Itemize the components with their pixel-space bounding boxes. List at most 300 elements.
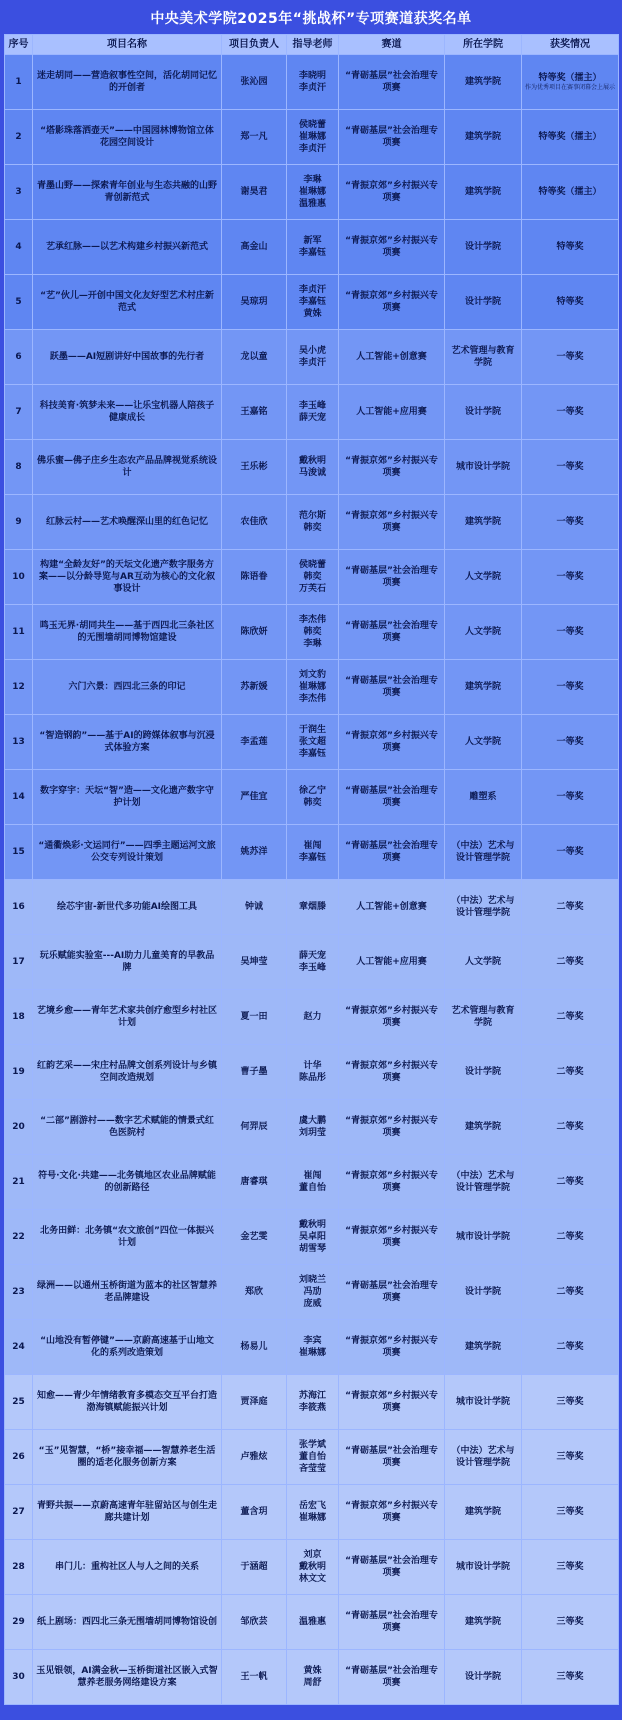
award-label: 一等奖 bbox=[556, 352, 584, 362]
award-label: 三等奖 bbox=[556, 1617, 584, 1627]
award-cell bbox=[522, 275, 619, 330]
advisor-name: 崔琳娜 bbox=[298, 1513, 326, 1523]
advisor-name: 周舒 bbox=[303, 1678, 322, 1688]
advisor-name: 黄姝 bbox=[303, 309, 322, 319]
advisor-name: 李嘉钰 bbox=[298, 749, 326, 759]
award-cell bbox=[522, 1265, 619, 1320]
track-cell: “青振京郊”乡村振兴专项赛 bbox=[339, 1100, 445, 1155]
award-cell bbox=[522, 660, 619, 715]
table-body bbox=[5, 55, 619, 1705]
award-label: 一等奖 bbox=[556, 407, 584, 417]
advisor-name: 李玉峰 bbox=[298, 401, 326, 411]
advisor-name: 刘京 bbox=[303, 1550, 322, 1560]
project-name-cell: “智造钢韵”——基于AI的跨媒体叙事与沉浸式体验方案 bbox=[33, 715, 222, 770]
row-number-cell: 25 bbox=[5, 1375, 33, 1430]
college-cell: 设计学院 bbox=[445, 1650, 522, 1705]
project-name-cell: “山地没有暂停键”——京蔚高速基于山地文化的系列改造策划 bbox=[33, 1320, 222, 1375]
award-cell bbox=[522, 495, 619, 550]
advisor-name: 李晓明 bbox=[298, 71, 326, 81]
advisor-cell bbox=[287, 385, 339, 440]
award-cell bbox=[522, 330, 619, 385]
project-name-cell: 红韵艺采——宋庄村品牌文创系列设计与乡镇空间改造规划 bbox=[33, 1045, 222, 1100]
table-row bbox=[5, 1265, 619, 1320]
award-label: 一等奖 bbox=[556, 627, 584, 637]
project-leader-cell: 吴坤莹 bbox=[222, 935, 287, 990]
advisor-cell bbox=[287, 1540, 339, 1595]
project-name-cell: 迷走胡同——营造叙事性空间，活化胡同记忆的开创者 bbox=[33, 55, 222, 110]
advisor-name: 计华 bbox=[303, 1061, 322, 1071]
advisor-cell bbox=[287, 1430, 339, 1485]
project-name-cell: 红脉云村——艺术唤醒深山里的红色记忆 bbox=[33, 495, 222, 550]
advisor-name: 陈品彤 bbox=[298, 1073, 326, 1083]
project-leader-cell: 姚苏洋 bbox=[222, 825, 287, 880]
table-row bbox=[5, 1100, 619, 1155]
advisor-name: 李杰伟 bbox=[298, 694, 326, 704]
award-cell bbox=[522, 935, 619, 990]
track-cell: “青振京郊”乡村振兴专项赛 bbox=[339, 495, 445, 550]
college-cell: 艺术管理与教育学院 bbox=[445, 330, 522, 385]
project-leader-cell: 邹欣芸 bbox=[222, 1595, 287, 1650]
project-name-cell: 绘芯宇宙-新世代多功能AI绘图工具 bbox=[33, 880, 222, 935]
track-cell: “青振京郊”乡村振兴专项赛 bbox=[339, 165, 445, 220]
row-number-cell: 10 bbox=[5, 550, 33, 605]
table-row bbox=[5, 550, 619, 605]
track-cell: “青振京郊”乡村振兴专项赛 bbox=[339, 1155, 445, 1210]
track-cell: “青砺基层”社会治理专项赛 bbox=[339, 660, 445, 715]
project-name-cell: 玉见银领，AI满金秋—玉桥街道社区嵌入式智慧养老服务网络建设方案 bbox=[33, 1650, 222, 1705]
award-cell bbox=[522, 1045, 619, 1100]
project-name-cell: 鸣玉无界·胡同共生——基于西四北三条社区的无围墙胡同博物馆建设 bbox=[33, 605, 222, 660]
advisor-cell bbox=[287, 825, 339, 880]
header-leader: 项目负责人 bbox=[222, 35, 287, 55]
table-row bbox=[5, 440, 619, 495]
college-cell: 设计学院 bbox=[445, 1045, 522, 1100]
project-name-cell: 知愈——青少年情绪教育多模态交互平台打造渤海镇赋能振兴计划 bbox=[33, 1375, 222, 1430]
project-name-cell: “塔影珠落洒壶天”——中国园林博物馆立体花园空间设计 bbox=[33, 110, 222, 165]
row-number-cell: 24 bbox=[5, 1320, 33, 1375]
advisor-cell bbox=[287, 275, 339, 330]
row-number-cell: 14 bbox=[5, 770, 33, 825]
advisor-name: 冯劢 bbox=[303, 1287, 322, 1297]
award-cell bbox=[522, 1320, 619, 1375]
track-cell: “青砺基层”社会治理专项赛 bbox=[339, 1540, 445, 1595]
award-cell bbox=[522, 1485, 619, 1540]
header-project: 项目名称 bbox=[33, 35, 222, 55]
row-number-cell: 3 bbox=[5, 165, 33, 220]
header-track: 赛道 bbox=[339, 35, 445, 55]
award-cell bbox=[522, 220, 619, 275]
track-cell: 人工智能+应用赛 bbox=[339, 385, 445, 440]
header-advisors: 指导老师 bbox=[287, 35, 339, 55]
project-name-cell: 北务田鲜：北务镇“农文旅创”四位一体振兴计划 bbox=[33, 1210, 222, 1265]
track-cell: “青振京郊”乡村振兴专项赛 bbox=[339, 440, 445, 495]
table-row bbox=[5, 1650, 619, 1705]
row-number-cell: 13 bbox=[5, 715, 33, 770]
header-college: 所在学院 bbox=[445, 35, 522, 55]
advisor-cell bbox=[287, 1595, 339, 1650]
advisor-cell bbox=[287, 1320, 339, 1375]
advisor-name: 李杰伟 bbox=[298, 615, 326, 625]
project-name-cell: “通衢焕彩·文运同行”——四季主题运河文旅公交专列设计策划 bbox=[33, 825, 222, 880]
advisor-name: 侯晓蕾 bbox=[298, 120, 326, 130]
award-label: 三等奖 bbox=[556, 1397, 584, 1407]
table-row bbox=[5, 1595, 619, 1650]
award-cell bbox=[522, 990, 619, 1045]
award-label: 一等奖 bbox=[556, 462, 584, 472]
advisor-cell bbox=[287, 55, 339, 110]
college-cell: 建筑学院 bbox=[445, 55, 522, 110]
award-label: 二等奖 bbox=[556, 1012, 584, 1022]
track-cell: 人工智能+应用赛 bbox=[339, 935, 445, 990]
award-label: 三等奖 bbox=[556, 1507, 584, 1517]
advisor-name: 庞威 bbox=[303, 1299, 322, 1309]
advisor-name: 于润生 bbox=[298, 725, 326, 735]
row-number-cell: 29 bbox=[5, 1595, 33, 1650]
award-cell bbox=[522, 1540, 619, 1595]
advisor-name: 万芙石 bbox=[298, 584, 326, 594]
advisor-name: 温雅惠 bbox=[298, 1617, 326, 1627]
college-cell: 城市设计学院 bbox=[445, 1540, 522, 1595]
college-cell: 建筑学院 bbox=[445, 1100, 522, 1155]
advisor-cell bbox=[287, 660, 339, 715]
award-label: 二等奖 bbox=[556, 1287, 584, 1297]
table-row bbox=[5, 385, 619, 440]
advisor-name: 刘文豹 bbox=[298, 670, 326, 680]
award-cell bbox=[522, 715, 619, 770]
table-row bbox=[5, 55, 619, 110]
project-leader-cell: 郑欣 bbox=[222, 1265, 287, 1320]
advisor-name: 温雅惠 bbox=[298, 199, 326, 209]
table-row bbox=[5, 1540, 619, 1595]
table-row bbox=[5, 110, 619, 165]
award-cell bbox=[522, 1155, 619, 1210]
row-number-cell: 11 bbox=[5, 605, 33, 660]
table-row bbox=[5, 605, 619, 660]
advisor-cell bbox=[287, 1100, 339, 1155]
project-name-cell: 纸上剧场：西四北三条无围墙胡同博物馆设创 bbox=[33, 1595, 222, 1650]
track-cell: “青砺基层”社会治理专项赛 bbox=[339, 1650, 445, 1705]
table-row bbox=[5, 220, 619, 275]
project-leader-cell: 王嘉铭 bbox=[222, 385, 287, 440]
project-leader-cell: 陈欣妍 bbox=[222, 605, 287, 660]
award-label: 特等奖（擂主） bbox=[538, 73, 602, 83]
advisor-name: 韩奕 bbox=[303, 798, 322, 808]
award-label: 特等奖（擂主） bbox=[538, 187, 602, 197]
advisor-name: 吴小虎 bbox=[298, 346, 326, 356]
advisor-name: 苏海江 bbox=[298, 1391, 326, 1401]
college-cell: 建筑学院 bbox=[445, 110, 522, 165]
page-title: 中央美术学院2025年“挑战杯”专项赛道获奖名单 bbox=[150, 11, 472, 27]
advisor-name: 韩奕 bbox=[303, 523, 322, 533]
project-leader-cell: 龙以童 bbox=[222, 330, 287, 385]
advisor-cell bbox=[287, 220, 339, 275]
project-name-cell: 佛乐蜜—佛子庄乡生态农产品品牌视觉系统设计 bbox=[33, 440, 222, 495]
table-row bbox=[5, 990, 619, 1045]
award-label: 二等奖 bbox=[556, 902, 584, 912]
advisor-name: 吝莹莹 bbox=[298, 1464, 326, 1474]
row-number-cell: 4 bbox=[5, 220, 33, 275]
advisor-name: 薛天宠 bbox=[298, 951, 326, 961]
advisor-name: 刘晓兰 bbox=[298, 1275, 326, 1285]
advisor-name: 戴秋明 bbox=[298, 1562, 326, 1572]
college-cell: 设计学院 bbox=[445, 275, 522, 330]
advisor-name: 李嘉钰 bbox=[298, 297, 326, 307]
track-cell: “青砺基层”社会治理专项赛 bbox=[339, 605, 445, 660]
row-number-cell: 30 bbox=[5, 1650, 33, 1705]
project-leader-cell: 杨易儿 bbox=[222, 1320, 287, 1375]
advisor-cell bbox=[287, 1210, 339, 1265]
award-cell bbox=[522, 1650, 619, 1705]
row-number-cell: 19 bbox=[5, 1045, 33, 1100]
advisor-name: 韩奕 bbox=[303, 572, 322, 582]
table-row bbox=[5, 330, 619, 385]
project-leader-cell: 农佳欣 bbox=[222, 495, 287, 550]
row-number-cell: 9 bbox=[5, 495, 33, 550]
award-label: 一等奖 bbox=[556, 682, 584, 692]
college-cell: （中法）艺术与设计管理学院 bbox=[445, 1155, 522, 1210]
project-leader-cell: 曹子墨 bbox=[222, 1045, 287, 1100]
advisor-cell bbox=[287, 605, 339, 660]
advisor-cell bbox=[287, 715, 339, 770]
project-leader-cell: 张沁园 bbox=[222, 55, 287, 110]
advisor-cell bbox=[287, 770, 339, 825]
advisor-name: 李贞汗 bbox=[298, 358, 326, 368]
advisor-cell bbox=[287, 1155, 339, 1210]
advisor-name: 胡雪琴 bbox=[298, 1244, 326, 1254]
track-cell: “青砺基层”社会治理专项赛 bbox=[339, 770, 445, 825]
project-leader-cell: 王乐彬 bbox=[222, 440, 287, 495]
row-number-cell: 22 bbox=[5, 1210, 33, 1265]
advisor-name: 崔琳娜 bbox=[298, 132, 326, 142]
award-cell bbox=[522, 550, 619, 605]
advisor-name: 李筱燕 bbox=[298, 1403, 326, 1413]
advisor-name: 崔琳娜 bbox=[298, 682, 326, 692]
award-note: 作为优秀项目在赛事闭幕会上展示 bbox=[525, 84, 616, 91]
track-cell: 人工智能+创意赛 bbox=[339, 880, 445, 935]
award-cell bbox=[522, 1430, 619, 1485]
project-name-cell: 玩乐赋能实验室---AI助力儿童美育的早教品牌 bbox=[33, 935, 222, 990]
table-row bbox=[5, 1210, 619, 1265]
college-cell: 建筑学院 bbox=[445, 1320, 522, 1375]
advisor-name: 李琳 bbox=[303, 639, 322, 649]
college-cell: 人文学院 bbox=[445, 605, 522, 660]
project-name-cell: “玉”见智慧，“桥”接幸福——智慧养老生活圈的适老化服务创新方案 bbox=[33, 1430, 222, 1485]
advisor-cell bbox=[287, 1045, 339, 1100]
track-cell: “青振京郊”乡村振兴专项赛 bbox=[339, 220, 445, 275]
project-leader-cell: 卢雅炫 bbox=[222, 1430, 287, 1485]
advisor-cell bbox=[287, 935, 339, 990]
row-number-cell: 12 bbox=[5, 660, 33, 715]
project-leader-cell: 高金山 bbox=[222, 220, 287, 275]
advisor-cell bbox=[287, 1650, 339, 1705]
advisor-name: 范尔斯 bbox=[298, 511, 326, 521]
advisor-name: 李贞汗 bbox=[298, 144, 326, 154]
project-name-cell: 青墨山野——探索青年创业与生态共融的山野青创新范式 bbox=[33, 165, 222, 220]
track-cell: “青砺基层”社会治理专项赛 bbox=[339, 1595, 445, 1650]
award-label: 二等奖 bbox=[556, 1342, 584, 1352]
table-row bbox=[5, 880, 619, 935]
college-cell: 城市设计学院 bbox=[445, 1375, 522, 1430]
project-name-cell: 构建“全龄友好”的天坛文化遗产数字服务方案——以分龄导览与AR互动为核心的文化叙事设计 bbox=[33, 550, 222, 605]
advisor-name: 戴秋明 bbox=[298, 1220, 326, 1230]
award-cell bbox=[522, 110, 619, 165]
advisor-name: 马浚诚 bbox=[298, 468, 326, 478]
advisor-name: 张学斌 bbox=[298, 1440, 326, 1450]
track-cell: “青砺基层”社会治理专项赛 bbox=[339, 1265, 445, 1320]
advisor-cell bbox=[287, 1375, 339, 1430]
advisor-name: 李贞汗 bbox=[298, 83, 326, 93]
row-number-cell: 15 bbox=[5, 825, 33, 880]
table-row bbox=[5, 770, 619, 825]
project-leader-cell: 严佳宜 bbox=[222, 770, 287, 825]
table-row bbox=[5, 1375, 619, 1430]
project-leader-cell: 唐睿琪 bbox=[222, 1155, 287, 1210]
project-leader-cell: 金艺雯 bbox=[222, 1210, 287, 1265]
project-leader-cell: 郑一凡 bbox=[222, 110, 287, 165]
project-leader-cell: 谢昊君 bbox=[222, 165, 287, 220]
college-cell: 城市设计学院 bbox=[445, 1210, 522, 1265]
advisor-cell bbox=[287, 880, 339, 935]
award-label: 一等奖 bbox=[556, 737, 584, 747]
award-label: 二等奖 bbox=[556, 957, 584, 967]
project-leader-cell: 钟诚 bbox=[222, 880, 287, 935]
advisor-name: 岳宏飞 bbox=[298, 1501, 326, 1511]
award-cell bbox=[522, 1210, 619, 1265]
advisor-cell bbox=[287, 1265, 339, 1320]
college-cell: （中法）艺术与设计管理学院 bbox=[445, 880, 522, 935]
college-cell: 人文学院 bbox=[445, 550, 522, 605]
header-award: 获奖情况 bbox=[522, 35, 619, 55]
track-cell: “青振京郊”乡村振兴专项赛 bbox=[339, 715, 445, 770]
advisor-name: 李嘉钰 bbox=[298, 248, 326, 258]
project-leader-cell: 李孟莲 bbox=[222, 715, 287, 770]
award-label: 二等奖 bbox=[556, 1232, 584, 1242]
row-number-cell: 16 bbox=[5, 880, 33, 935]
row-number-cell: 23 bbox=[5, 1265, 33, 1320]
table-row bbox=[5, 715, 619, 770]
project-leader-cell: 贾泽庭 bbox=[222, 1375, 287, 1430]
table-row bbox=[5, 1430, 619, 1485]
row-number-cell: 5 bbox=[5, 275, 33, 330]
project-leader-cell: 董含玥 bbox=[222, 1485, 287, 1540]
project-leader-cell: 王一帆 bbox=[222, 1650, 287, 1705]
table-row bbox=[5, 165, 619, 220]
table-header-row bbox=[5, 35, 619, 55]
college-cell: 建筑学院 bbox=[445, 1595, 522, 1650]
advisor-cell bbox=[287, 440, 339, 495]
award-cell bbox=[522, 1375, 619, 1430]
project-leader-cell: 何羿辰 bbox=[222, 1100, 287, 1155]
project-name-cell: 符号·文化·共建——北务镇地区农业品牌赋能的创新路径 bbox=[33, 1155, 222, 1210]
project-name-cell: 六门六景：西四北三条的印记 bbox=[33, 660, 222, 715]
advisor-name: 李玉峰 bbox=[298, 963, 326, 973]
advisor-name: 戴秋明 bbox=[298, 456, 326, 466]
college-cell: 建筑学院 bbox=[445, 1485, 522, 1540]
row-number-cell: 21 bbox=[5, 1155, 33, 1210]
track-cell: “青砺基层”社会治理专项赛 bbox=[339, 550, 445, 605]
award-cell bbox=[522, 385, 619, 440]
award-label: 一等奖 bbox=[556, 847, 584, 857]
award-table bbox=[4, 34, 619, 1705]
college-cell: 建筑学院 bbox=[445, 660, 522, 715]
project-leader-cell: 吴琼玥 bbox=[222, 275, 287, 330]
advisor-name: 虞大鹏 bbox=[298, 1116, 326, 1126]
advisor-name: 林文文 bbox=[298, 1574, 326, 1584]
table-row bbox=[5, 495, 619, 550]
table-row bbox=[5, 275, 619, 330]
track-cell: “青砺基层”社会治理专项赛 bbox=[339, 55, 445, 110]
row-number-cell: 2 bbox=[5, 110, 33, 165]
award-label: 二等奖 bbox=[556, 1067, 584, 1077]
row-number-cell: 26 bbox=[5, 1430, 33, 1485]
advisor-cell bbox=[287, 990, 339, 1045]
college-cell: 建筑学院 bbox=[445, 165, 522, 220]
table-row bbox=[5, 660, 619, 715]
award-label: 一等奖 bbox=[556, 572, 584, 582]
advisor-cell bbox=[287, 495, 339, 550]
college-cell: 人文学院 bbox=[445, 715, 522, 770]
row-number-cell: 28 bbox=[5, 1540, 33, 1595]
track-cell: “青振京郊”乡村振兴专项赛 bbox=[339, 1045, 445, 1100]
college-cell: 建筑学院 bbox=[445, 495, 522, 550]
track-cell: “青砺基层”社会治理专项赛 bbox=[339, 1430, 445, 1485]
advisor-name: 李宾 bbox=[303, 1336, 322, 1346]
award-label: 二等奖 bbox=[556, 1177, 584, 1187]
award-cell bbox=[522, 1595, 619, 1650]
advisor-name: 韩奕 bbox=[303, 627, 322, 637]
track-cell: “青振京郊”乡村振兴专项赛 bbox=[339, 1320, 445, 1375]
track-cell: “青振京郊”乡村振兴专项赛 bbox=[339, 1485, 445, 1540]
college-cell: 设计学院 bbox=[445, 1265, 522, 1320]
project-name-cell: 艺境乡愈——青年艺术家共创疗愈型乡村社区计划 bbox=[33, 990, 222, 1045]
project-name-cell: 跃墨——AI短剧讲好中国故事的先行者 bbox=[33, 330, 222, 385]
row-number-cell: 27 bbox=[5, 1485, 33, 1540]
track-cell: “青振京郊”乡村振兴专项赛 bbox=[339, 990, 445, 1045]
college-cell: 人文学院 bbox=[445, 935, 522, 990]
college-cell: 雕塑系 bbox=[445, 770, 522, 825]
advisor-name: 刘玥莹 bbox=[298, 1128, 326, 1138]
advisor-name: 赵力 bbox=[303, 1012, 322, 1022]
track-cell: “青砺基层”社会治理专项赛 bbox=[339, 110, 445, 165]
college-cell: 艺术管理与教育学院 bbox=[445, 990, 522, 1045]
project-leader-cell: 于涵超 bbox=[222, 1540, 287, 1595]
project-name-cell: 绿洲——以通州玉桥街道为蓝本的社区智慧养老品牌建设 bbox=[33, 1265, 222, 1320]
advisor-cell bbox=[287, 1485, 339, 1540]
award-label: 三等奖 bbox=[556, 1562, 584, 1572]
track-cell: “青振京郊”乡村振兴专项赛 bbox=[339, 1210, 445, 1265]
advisor-cell bbox=[287, 550, 339, 605]
project-name-cell: “二部”剧游村——数字艺术赋能的情景式红色医院村 bbox=[33, 1100, 222, 1155]
award-cell bbox=[522, 1100, 619, 1155]
row-number-cell: 20 bbox=[5, 1100, 33, 1155]
project-name-cell: 串门儿：重构社区人与人之间的关系 bbox=[33, 1540, 222, 1595]
advisor-name: 侯晓蕾 bbox=[298, 560, 326, 570]
project-name-cell: “艺”伙儿—开创中国文化友好型艺术村庄新范式 bbox=[33, 275, 222, 330]
advisor-cell bbox=[287, 165, 339, 220]
row-number-cell: 7 bbox=[5, 385, 33, 440]
advisor-name: 董自怡 bbox=[298, 1183, 326, 1193]
table-row bbox=[5, 935, 619, 990]
advisor-name: 李嘉钰 bbox=[298, 853, 326, 863]
award-label: 二等奖 bbox=[556, 1122, 584, 1132]
track-cell: “青振京郊”乡村振兴专项赛 bbox=[339, 1375, 445, 1430]
advisor-cell bbox=[287, 110, 339, 165]
advisor-name: 崔琳娜 bbox=[298, 1348, 326, 1358]
advisor-name: 李琳 bbox=[303, 175, 322, 185]
college-cell: 设计学院 bbox=[445, 385, 522, 440]
award-label: 一等奖 bbox=[556, 792, 584, 802]
advisor-name: 章烟滕 bbox=[298, 902, 326, 912]
